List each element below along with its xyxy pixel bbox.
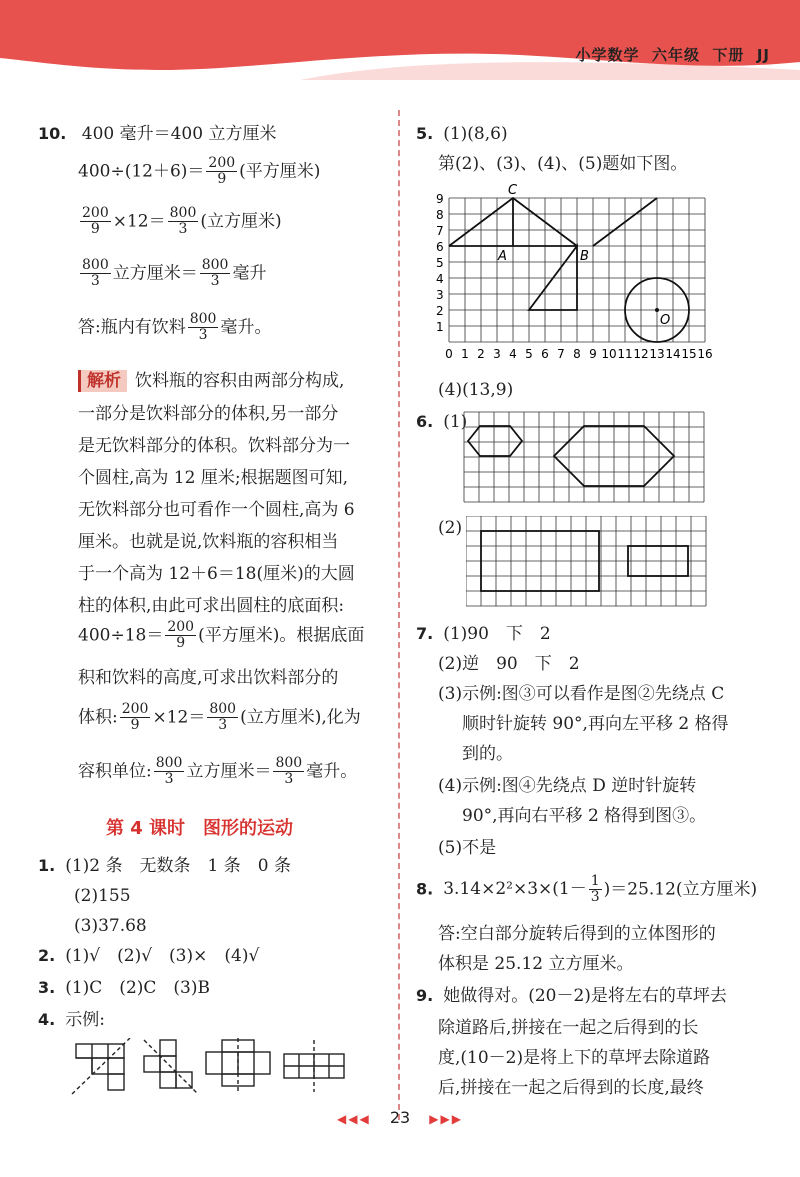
q4-figures — [70, 1038, 370, 1098]
x-tick-label: 9 — [589, 347, 597, 361]
q5-grid-figure — [430, 180, 730, 370]
q2-line: 2. (1)√ (2)√ (3)× (4)√ — [38, 946, 260, 966]
q5-shapes — [449, 198, 689, 342]
q6-grid-2 — [466, 516, 718, 608]
page-number: 23 — [389, 1108, 411, 1127]
q1-line-2: (2)155 — [74, 886, 131, 906]
x-tick-label: 0 — [445, 347, 453, 361]
q7-line-7: 90°,再向右平移 2 格得到图③。 — [462, 806, 707, 826]
x-tick-label: 13 — [649, 347, 665, 361]
q4-figure-3 — [206, 1038, 270, 1092]
q7-line-3: (3)示例:图③可以看作是图②先绕点 C — [438, 684, 725, 704]
q7-line-8: (5)不是 — [438, 838, 497, 858]
prev-arrows-icon: ◀◀◀ — [337, 1112, 371, 1126]
y-tick-label: 1 — [436, 320, 444, 334]
x-tick-label: 11 — [617, 347, 633, 361]
q5-line-1: 5. (1)(8,6) — [416, 124, 508, 144]
x-tick-label: 10 — [601, 347, 617, 361]
q6-grid-1 — [462, 410, 718, 504]
next-arrows-icon: ▶▶▶ — [429, 1112, 463, 1126]
page-footer — [0, 1108, 800, 1127]
y-tick-label: 4 — [436, 272, 444, 286]
q7-line-5: 到的。 — [462, 744, 513, 764]
y-tick-label: 6 — [436, 240, 444, 254]
section-title: 第 4 课时 图形的运动 — [106, 818, 294, 839]
q5-x-ticks — [445, 347, 712, 361]
column-divider — [398, 110, 400, 1120]
q9-line-4: 后,拼接在一起之后得到的长度,最终 — [438, 1078, 704, 1098]
q7-line-1: 7. (1)90 下 2 — [416, 624, 551, 644]
q9-line-3: 度,(10－2)是将上下的草坪去除道路 — [438, 1048, 711, 1068]
q10-line-2: 400÷(12＋6)＝ $\frac{200}{9}$ (平方厘米) — [78, 155, 321, 188]
q5-y-ticks — [436, 192, 444, 334]
q8-line-3: 体积是 25.12 立方厘米。 — [438, 954, 634, 974]
y-tick-label: 3 — [436, 288, 444, 302]
x-tick-label: 8 — [573, 347, 581, 361]
y-tick-label: 9 — [436, 192, 444, 206]
q9-line-2: 除道路后,拼接在一起之后得到的长 — [438, 1018, 699, 1038]
x-tick-label: 6 — [541, 347, 549, 361]
x-tick-label: 5 — [525, 347, 533, 361]
q1-line-1: 1. (1)2 条 无数条 1 条 0 条 — [38, 856, 291, 876]
small-hexagon — [468, 426, 522, 456]
x-tick-label: 1 — [461, 347, 469, 361]
q6-line-1: 6. (1) — [416, 412, 468, 432]
y-tick-label: 5 — [436, 256, 444, 270]
q9-line-1: 9. 她做得对。(20－2)是将左右的草坪去 — [416, 986, 727, 1006]
q1-line-3: (3)37.68 — [74, 916, 147, 936]
label-c: C — [508, 183, 518, 198]
q10-line-4: $\frac{800}{3}$ 立方厘米＝ $\frac{800}{3}$ 毫升 — [82, 257, 267, 290]
label-b: B — [580, 249, 589, 264]
q3-line: 3. (1)C (2)C (3)B — [38, 978, 210, 998]
q4-figure-4 — [284, 1040, 344, 1092]
header-title: 小学数学 六年级 下册 JJ — [575, 46, 770, 64]
q7-line-6: (4)示例:图④先绕点 D 逆时针旋转 — [438, 776, 697, 796]
q6-line-2: (2) — [438, 518, 463, 538]
q4-figure-1 — [72, 1038, 130, 1094]
q10-answer: 答:瓶内有饮料 $\frac{800}{3}$ 毫升。 — [78, 311, 272, 344]
q10-number: 10. — [38, 124, 67, 143]
y-tick-label: 7 — [436, 224, 444, 238]
q5-line-2: 第(2)、(3)、(4)、(5)题如下图。 — [438, 154, 688, 174]
x-tick-label: 3 — [493, 347, 501, 361]
x-tick-label: 16 — [697, 347, 713, 361]
label-a: A — [498, 249, 507, 264]
q7-line-4: 顺时针旋转 90°,再向左平移 2 格得 — [462, 714, 729, 734]
q10-line-1: 10. 400 毫升＝400 立方厘米 — [38, 124, 277, 144]
x-tick-label: 14 — [665, 347, 681, 361]
q10-line-3: $\frac{200}{9}$ ×12＝ $\frac{800}{3}$ (立方厘米) — [82, 205, 282, 238]
q4-line: 4. 示例: — [38, 1010, 105, 1030]
x-tick-label: 4 — [509, 347, 517, 361]
y-tick-label: 8 — [436, 208, 444, 222]
q7-line-2: (2)逆 90 下 2 — [438, 654, 580, 674]
x-tick-label: 2 — [477, 347, 485, 361]
analysis-tag: 解析 — [78, 370, 127, 392]
q5-line-3: (4)(13,9) — [438, 380, 514, 400]
x-tick-label: 15 — [681, 347, 697, 361]
circle-center — [655, 308, 659, 312]
header-band — [0, 0, 800, 80]
x-tick-label: 12 — [633, 347, 649, 361]
q4-figure-2 — [144, 1040, 198, 1094]
q8-line-1: 8. 3.14×2²×3×(1－ $\frac{1}{3}$ )＝25.12(立方厘米) — [416, 873, 758, 906]
y-tick-label: 2 — [436, 304, 444, 318]
label-o: O — [660, 313, 671, 328]
q8-line-2: 答:空白部分旋转后得到的立体图形的 — [438, 924, 716, 944]
x-tick-label: 7 — [557, 347, 565, 361]
